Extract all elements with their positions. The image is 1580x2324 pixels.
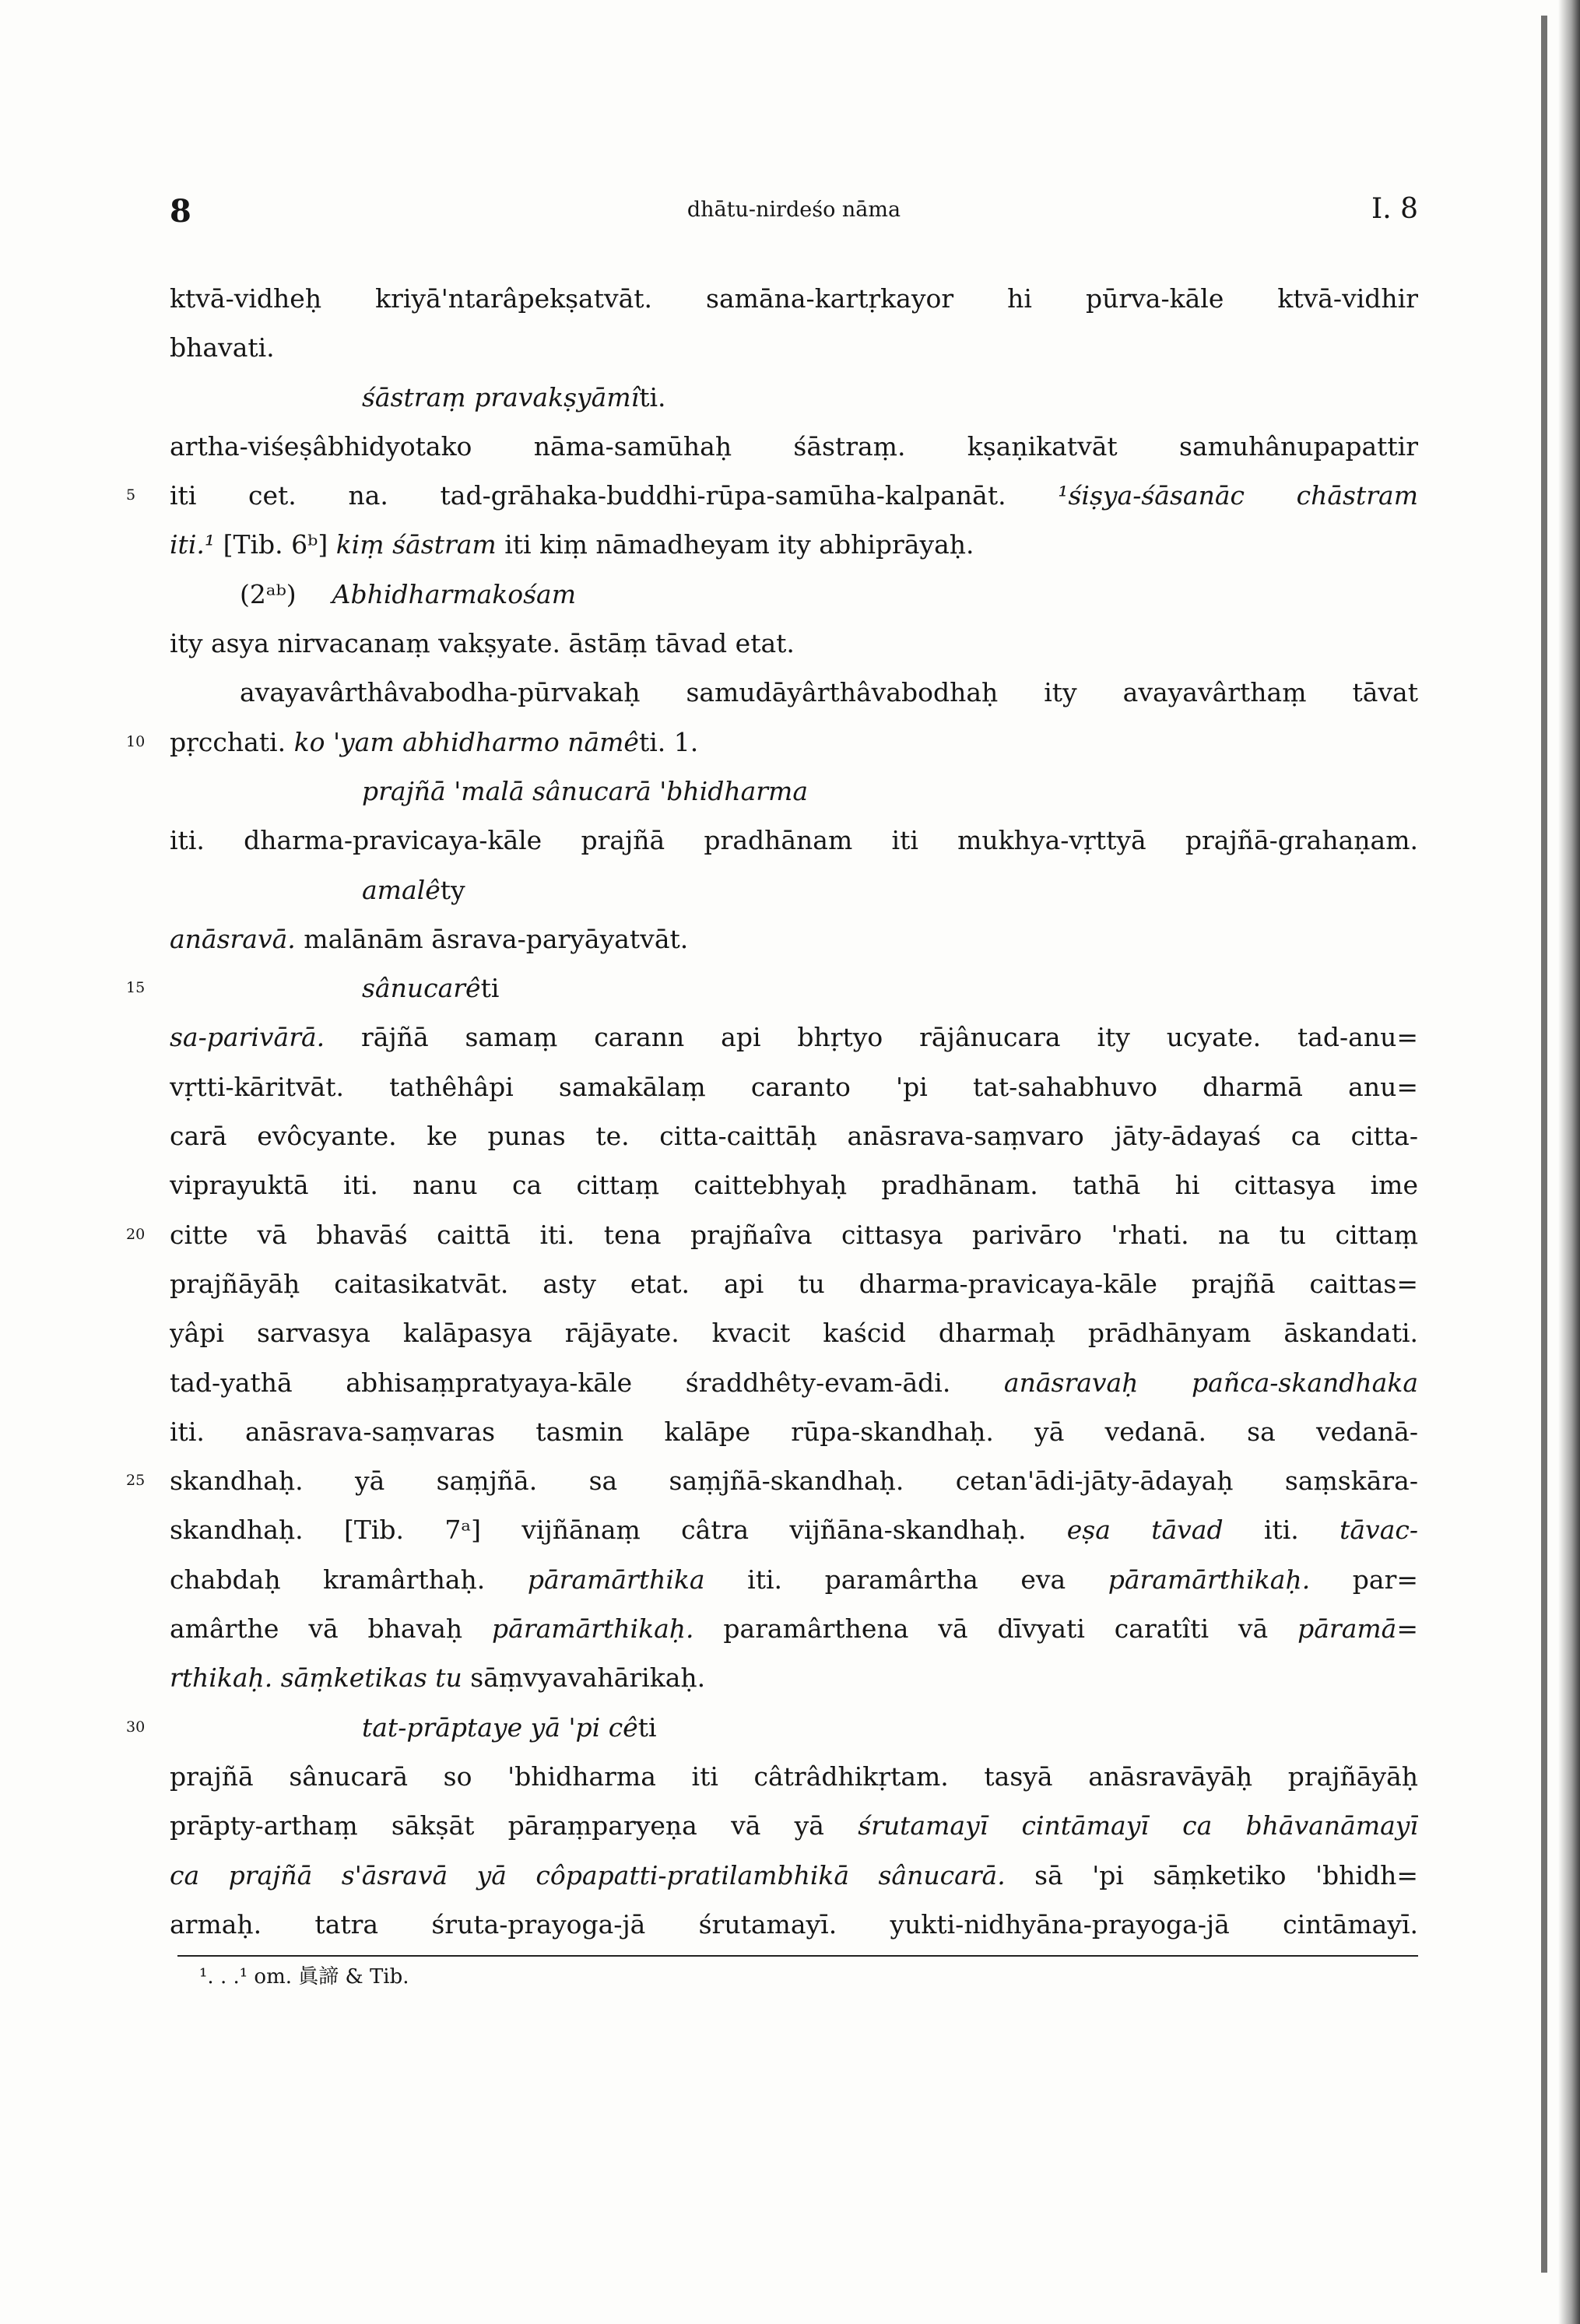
text-line: iti.¹ [Tib. 6ᵇ] kiṃ śāstram iti kiṃ nāmadheyam ity abhiprāyaḥ. bbox=[170, 529, 974, 560]
text-line: avayavârthâvabodha-pūrvakaḥ samudāyârthâvabodhaḥ ity avayavârthaṃ tāvat bbox=[240, 677, 1418, 708]
text-line: citte vā bhavāś caittā iti. tena prajñaîva cittasya parivāro 'rhati. na tu cittaṃ bbox=[170, 1219, 1418, 1250]
text-line: yâpi sarvasya kalāpasya rājāyate. kvacit kaścid dharmaḥ prādhānyam āskandati. bbox=[170, 1318, 1418, 1349]
text-line: amârthe vā bhavaḥ pāramārthikaḥ. paramârthena vā dīvyati caratîti vā pāramā= bbox=[170, 1613, 1418, 1645]
text-line: sânucarêti bbox=[362, 973, 500, 1004]
text-line: tad-yathā abhisaṃpratyaya-kāle śraddhêty-evam-ādi. anāsravaḥ pañca-skandhaka bbox=[170, 1367, 1418, 1398]
text-line: pṛcchati. ko 'yam abhidharmo nāmêti. 1. bbox=[170, 726, 699, 757]
text-line: bhavati. bbox=[170, 332, 275, 363]
text-line: iti. anāsrava-saṃvaras tasmin kalāpe rūpa-skandhaḥ. yā vedanā. sa vedanā- bbox=[170, 1416, 1418, 1447]
text-line: anāsravā. malānām āsrava-paryāyatvāt. bbox=[170, 923, 689, 954]
text-line: śāstraṃ pravakṣyāmîti. bbox=[362, 381, 666, 412]
text-line: ktvā-vidheḥ kriyā'ntarâpekṣatvāt. samāna-kartṛkayor hi pūrva-kāle ktvā-vidhir bbox=[170, 283, 1418, 314]
text-line: iti. dharma-pravicaya-kāle prajñā pradhānam iti mukhya-vṛttyā prajñā-grahaṇam. bbox=[170, 825, 1418, 856]
text-line: prajñā 'malā sânucarā 'bhidharma bbox=[362, 775, 808, 806]
text-line: skandhaḥ. [Tib. 7ᵃ] vijñānaṃ câtra vijñāna-skandhaḥ. eṣa tāvad iti. tāvac- bbox=[170, 1515, 1418, 1546]
line-number-25: 25 bbox=[126, 1472, 146, 1489]
text-line: prajñāyāḥ caitasikatvāt. asty etat. api tu dharma-pravicaya-kāle prajñā caittas= bbox=[170, 1268, 1418, 1299]
line-number-5: 5 bbox=[126, 486, 136, 504]
text-line: sa-parivārā. rājñā samaṃ carann api bhṛtyo rājânucara ity ucyate. tad-anu= bbox=[170, 1022, 1418, 1053]
text-line: viprayuktā iti. nanu ca cittaṃ caittebhyaḥ pradhānam. tathā hi cittasya ime bbox=[170, 1170, 1418, 1201]
line-number-10: 10 bbox=[126, 733, 146, 750]
text-line: iti cet. na. tad-grāhaka-buddhi-rūpa-samūha-kalpanāt. ¹śiṣya-śāsanāc chāstram bbox=[170, 480, 1418, 511]
running-title: dhātu-nirdeśo nāma bbox=[686, 198, 901, 222]
section-ref: I. 8 bbox=[1371, 193, 1418, 225]
footnote: ¹. . .¹ om. 眞諦 & Tib. bbox=[199, 1965, 409, 1989]
text-line: amalêty bbox=[362, 874, 465, 905]
text-line: tat-prāptaye yā 'pi cêti bbox=[362, 1711, 657, 1743]
text-line: armaḥ. tatra śruta-prayoga-jā śrutamayī. yukti-nidhyāna-prayoga-jā cintāmayī. bbox=[170, 1908, 1418, 1940]
text-line: (2ᵃᵇ) Abhidharmakośam bbox=[240, 578, 576, 609]
text-line: vṛtti-kāritvāt. tathêhâpi samakālaṃ caranto 'pi tat-sahabhuvo dharmā anu= bbox=[170, 1071, 1418, 1102]
binding-line bbox=[1541, 16, 1547, 2273]
line-number-30: 30 bbox=[126, 1718, 146, 1736]
line-number-15: 15 bbox=[126, 979, 146, 996]
text-line: ca prajñā s'āsravā yā côpapatti-pratilambhikā sânucarā. sā 'pi sāṃketiko 'bhidh= bbox=[170, 1859, 1418, 1890]
text-line: ity asya nirvacanaṃ vakṣyate. āstāṃ tāvad etat. bbox=[170, 628, 795, 659]
line-number-20: 20 bbox=[126, 1226, 146, 1243]
text-line: chabdaḥ kramârthaḥ. pāramārthika iti. paramârtha eva pāramārthikaḥ. par= bbox=[170, 1564, 1418, 1595]
text-line: prāpty-arthaṃ sākṣāt pāraṃparyeṇa vā yā śrutamayī cintāmayī ca bhāvanāmayī bbox=[170, 1810, 1418, 1841]
text-line: carā evôcyante. ke punas te. citta-caittāḥ anāsrava-saṃvaro jāty-ādayaś ca citta- bbox=[170, 1121, 1418, 1152]
page-edge-shadow bbox=[1558, 0, 1580, 2324]
main-text bbox=[170, 274, 1418, 1949]
text-line: prajñā sânucarā so 'bhidharma iti câtrâdhikṛtam. tasyā anāsravāyāḥ prajñāyāḥ bbox=[170, 1761, 1418, 1792]
text-line: rthikaḥ. sāṃketikas tu sāṃvyavahārikaḥ. bbox=[170, 1662, 706, 1694]
text-line: skandhaḥ. yā saṃjñā. sa saṃjñā-skandhaḥ. cetan'ādi-jāty-ādayaḥ saṃskāra- bbox=[170, 1466, 1418, 1497]
text-line: artha-viśeṣâbhidyotako nāma-samūhaḥ śāstraṃ. kṣaṇikatvāt samuhânupapattir bbox=[170, 430, 1418, 462]
page-header bbox=[170, 193, 1418, 232]
footnote-rule bbox=[177, 1955, 1418, 1957]
page-number: 8 bbox=[170, 193, 191, 230]
